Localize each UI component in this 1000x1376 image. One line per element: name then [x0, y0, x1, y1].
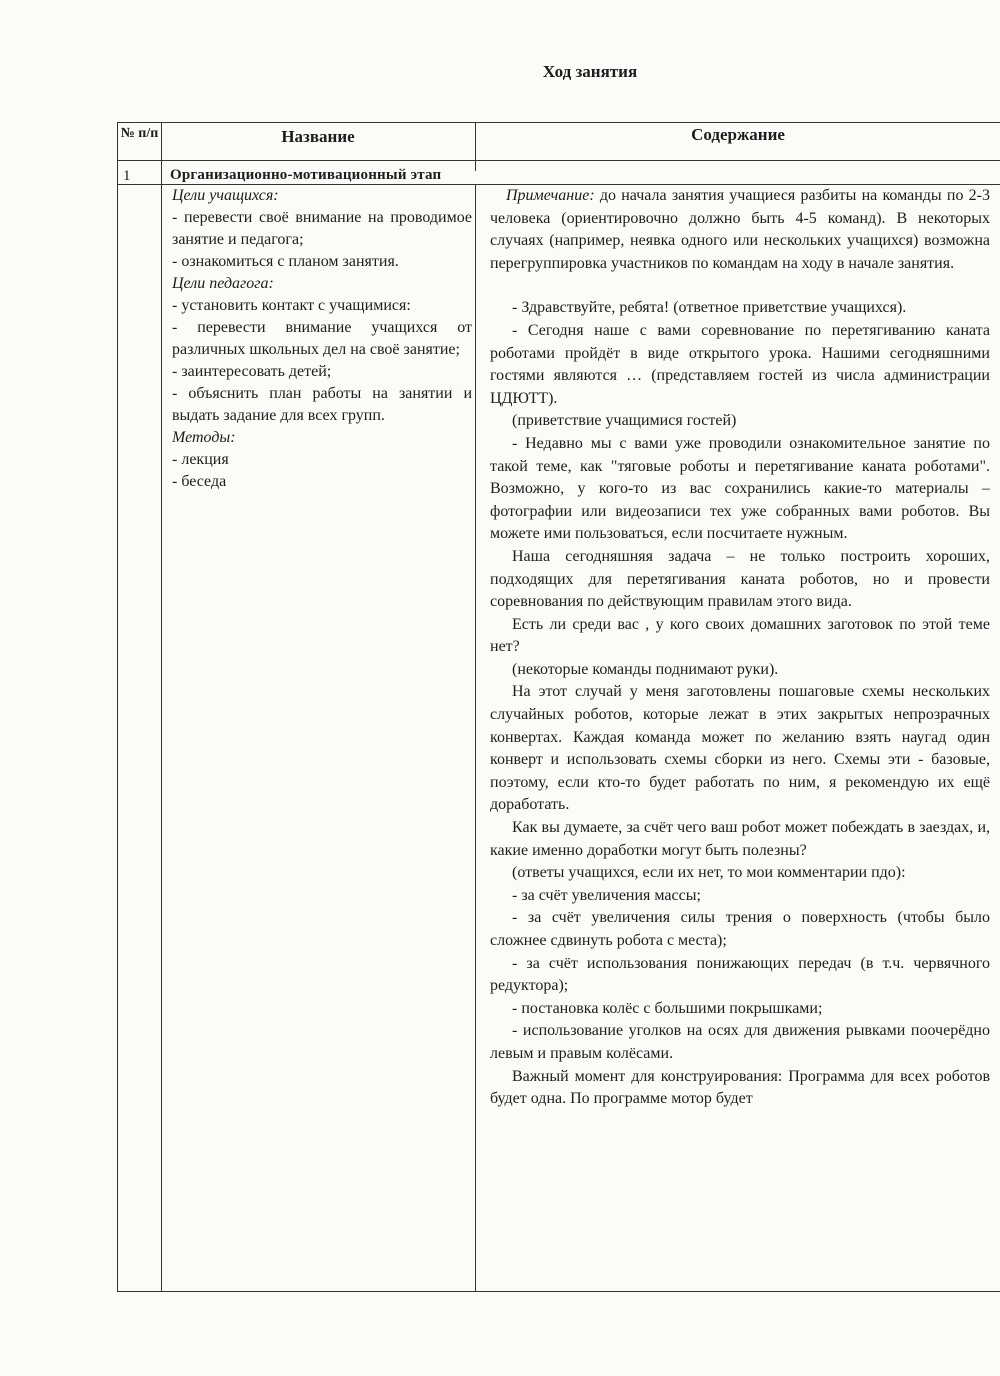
list-item: - беседа [172, 473, 227, 490]
list-item: - лекция [172, 451, 229, 468]
section-label: Цели педагога: [172, 275, 274, 292]
page-title: Ход занятия [542, 62, 638, 81]
header-content: Содержание [691, 125, 785, 144]
list-item: - объяснить план работы на занятии и выдать задание для всех групп. [172, 385, 472, 424]
note-paragraph [490, 185, 990, 275]
lesson-table [117, 122, 1000, 1292]
column-divider [475, 185, 476, 1291]
content-paragraph: - Сегодня наше с вами соревнование по перетягиванию каната роботами пройдёт в виде открытого урока. Нашими сегодняшними гостями являются … (представляем гостей из числа администрации ЦДЮТТ). [490, 321, 990, 407]
content-paragraph: - за счёт использования понижающих передач (в т.ч. червячного редуктора); [490, 954, 990, 995]
content-paragraph: (ответы учащихся, если их нет, то мои комментарии пдо): [512, 864, 906, 882]
note-text: до начала занятия учащиеся разбиты на команды по 2-3 человека (ориентировочно должно быть 4-5 команд). В некоторых случаях (например, неявка одного или нескольких учащихся) возможна перегруппировка участников по командам на ходу в начале занятия. [490, 187, 990, 272]
list-item: - перевести внимание учащихся от различных школьных дел на своё занятие; [172, 319, 472, 358]
content-paragraph: - Недавно мы с вами уже проводили ознакомительное занятие по такой теме, как "тяговые роботы и перетягивание каната роботами". Возможно, у кого-то из вас сохранились какие-то материалы – фотографии или видеозаписи тех уже собранных вами роботов. Вы можете ими пользоваться, если посчитаете нужным. [490, 434, 990, 543]
list-item: - заинтересовать детей; [172, 363, 332, 380]
content-paragraph: Наша сегодняшняя задача – не только построить хороших, подходящих для перетягивания каната роботов, но и провести соревнования по действующим правилам этого вида. [490, 547, 990, 611]
stage-number: 1 [123, 168, 131, 184]
list-item: - перевести своё внимание на проводимое занятие и педагога; [172, 209, 472, 248]
section-label: Цели учащихся: [172, 187, 279, 204]
content-paragraph: - использование уголков на осях для движения рывками поочерёдно левым и правым колёсами. [490, 1022, 990, 1062]
header-name: Название [281, 127, 355, 146]
section-label: Методы: [172, 429, 236, 446]
content-paragraph: Важный момент для конструирования: Программа для всех роботов будет одна. По программе мотор будет [490, 1067, 990, 1108]
content-paragraph: - Здравствуйте, ребята! (ответное приветствие учащихся). [512, 299, 907, 317]
content-paragraph: - за счёт увеличения массы; [512, 886, 701, 904]
name-column [172, 185, 472, 493]
header-num: № п/п [120, 126, 159, 141]
column-divider [161, 123, 162, 1291]
content-paragraph: На этот случай у меня заготовлены пошаговые схемы нескольких случайных роботов, которые лежат в этих закрытых непрозрачных конвертах. Каждая команда может по желанию взять наугад один конверт и использовать схемы сборки из него. Схемы эти - базовые, поэтому, если кто-то будет работать по ним, я рекомендую их ещё доработать. [490, 683, 990, 814]
row-divider [118, 160, 1000, 161]
content-paragraph: Есть ли среди вас , у кого своих домашних заготовок по этой теме нет? [490, 615, 990, 656]
stage-title: Организационно-мотивационный этап [170, 167, 442, 183]
content-paragraph: - за счёт увеличения силы трения о поверхность (чтобы было сложнее сдвинуть робота с места); [490, 909, 990, 949]
note-label: Примечание: [506, 187, 595, 204]
list-item: - установить контакт с учащимися: [172, 297, 411, 314]
content-paragraph: (некоторые команды поднимают руки). [512, 660, 779, 678]
content-paragraph: (приветствие учащимися гостей) [512, 412, 737, 430]
list-item: - ознакомиться с планом занятия. [172, 253, 399, 270]
content-column [490, 185, 990, 1111]
content-paragraph: Как вы думаете, за счёт чего ваш робот может побеждать в заездах, и, какие именно доработки могут быть полезны? [490, 819, 990, 859]
content-paragraph: - постановка колёс с большими покрышками; [512, 999, 823, 1017]
